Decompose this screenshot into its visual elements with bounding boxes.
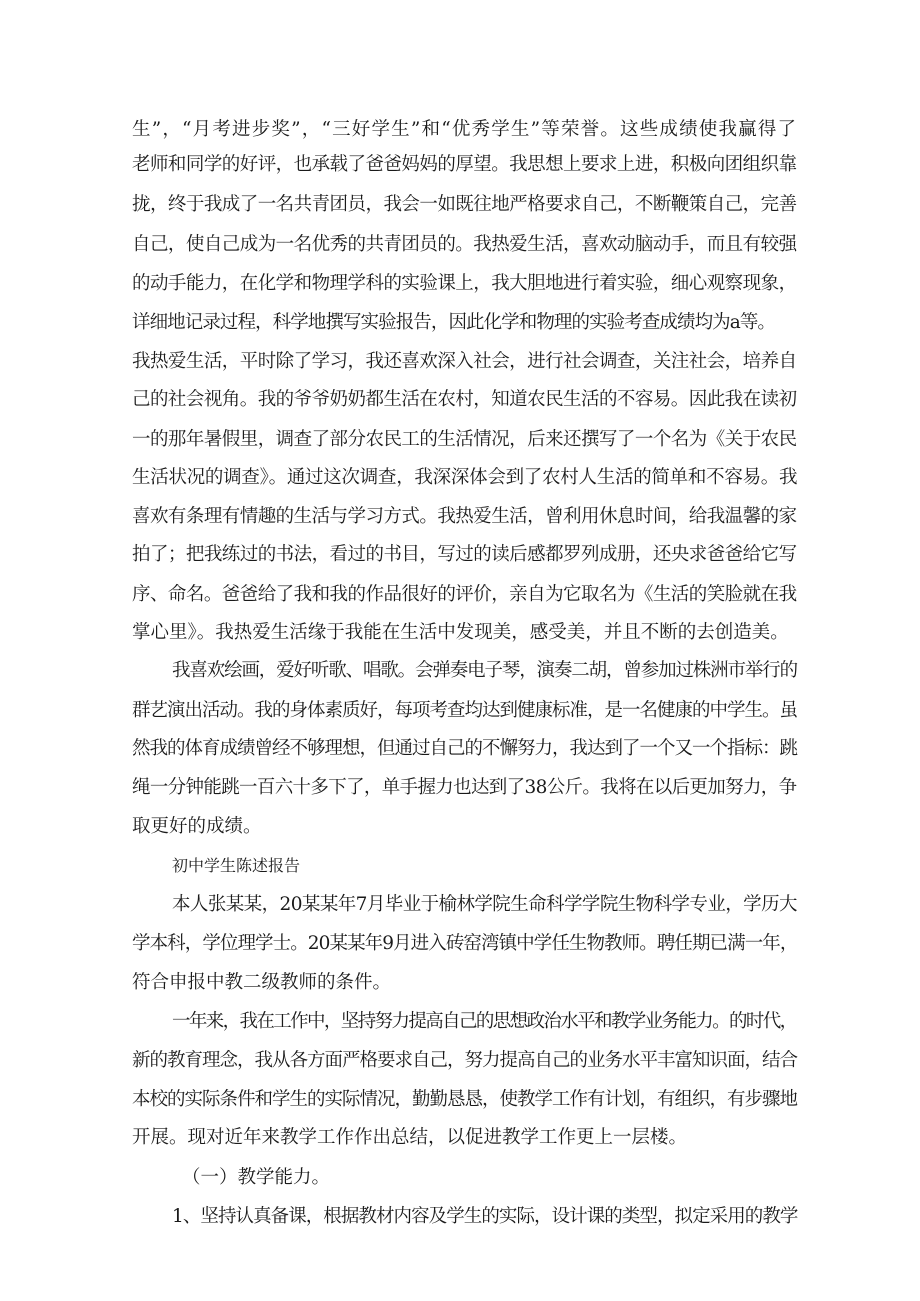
paragraph-first-line: 我喜欢绘画，爱好听歌、唱歌。会弹奏电子琴，演奏二胡，曾参加过株洲市举行的 [172,660,797,681]
text-line: 拍了；把我练过的书法，看过的书目，写过的读后感都罗列成册，还央求爸爸给它写 [132,544,797,565]
text-line: 生”，“月考进步奖”，“三好学生”和“优秀学生”等荣誉。这些成绩使我赢得了 [132,119,798,140]
text-line: 拢，终于我成了一名共青团员，我会一如既往地严格要求自己，不断鞭策自己，完善 [132,194,797,215]
text-line: 本校的实际条件和学生的实际情况，勤勤恳恳，使教学工作有计划，有组织，有步骤地 [132,1089,798,1110]
text-line: 我热爱生活，平时除了学习，我还喜欢深入社会，进行社会调查，关注社会，培养自 [132,351,797,372]
text-line: 的动手能力，在化学和物理学科的实验课上，我大胆地进行着实验，细心观察现象， [132,273,797,294]
text-line: 详细地记录过程，科学地撰写实验报告，因此化学和物理的实验考查成绩均为a等。 [132,312,775,333]
section-heading: 初中学生陈述报告 [172,856,301,875]
paragraph-first-line: 1、坚持认真备课，根据教材内容及学生的实际，设计课的类型，拟定采用的教学 [172,1206,798,1227]
text-line: 喜欢有条理有情趣的生活与学习方式。我热爱生活，曾利用休息时间，给我温馨的家 [132,506,797,527]
text-line: 取更好的成绩。 [132,816,262,837]
text-line: 老师和同学的好评，也承载了爸爸妈妈的厚望。我思想上要求上进，积极向团组织靠 [132,154,797,175]
text-line: 生活状况的调查》。通过这次调查，我深深体会到了农村人生活的简单和不容易。我 [132,467,798,488]
text-line: 开展。现对近年来教学工作作出总结，以促进教学工作更上一层楼。 [132,1127,688,1148]
text-line: 符合申报中教二级教师的条件。 [132,972,392,993]
paragraph-first-line: 一年来，我在工作中，坚持努力提高自己的思想政治水平和教学业务能力。的时代， [172,1011,797,1032]
text-line: 己的社会视角。我的爷爷奶奶都生活在农村，知道农民生活的不容易。因此我在读初 [132,389,797,410]
text-line: 自己，使自己成为一名优秀的共青团员的。我热爱生活，喜欢动脑动手，而且有较强 [132,234,797,255]
text-line: 新的教育理念，我从各方面严格要求自己，努力提高自己的业务水平丰富知识面，结合 [132,1050,798,1071]
text-line: 然我的体育成绩曾经不够理想，但通过自己的不懈努力，我达到了一个又一个指标：跳 [132,738,798,759]
paragraph-first-line: 本人张某某，20某某年7月毕业于榆林学院生命科学学院生物科学专业，学历大 [172,894,797,915]
text-line: 学本科，学位理学士。20某某年9月进入砖窑湾镇中学任生物教师。聘任期已满一年， [132,933,798,954]
text-line: 群艺演出活动。我的身体素质好，每项考查均达到健康标准，是一名健康的中学生。虽 [132,700,798,721]
text-line: 掌心里》。我热爱生活缘于我能在生活中发现美，感受美，并且不断的去创造美。 [132,622,789,643]
text-line: 序、命名。爸爸给了我和我的作品很好的评价，亲自为它取名为《生活的笑脸就在我 [132,584,797,605]
text-line: 绳一分钟能跳一百六十多下了，单手握力也达到了38公斤。我将在以后更加努力，争 [132,777,797,798]
text-line: 一的那年暑假里，调查了部分农民工的生活情况，后来还撰写了一个名为《关于农民 [132,429,797,450]
subsection-heading: （一）教学能力。 [182,1167,331,1188]
